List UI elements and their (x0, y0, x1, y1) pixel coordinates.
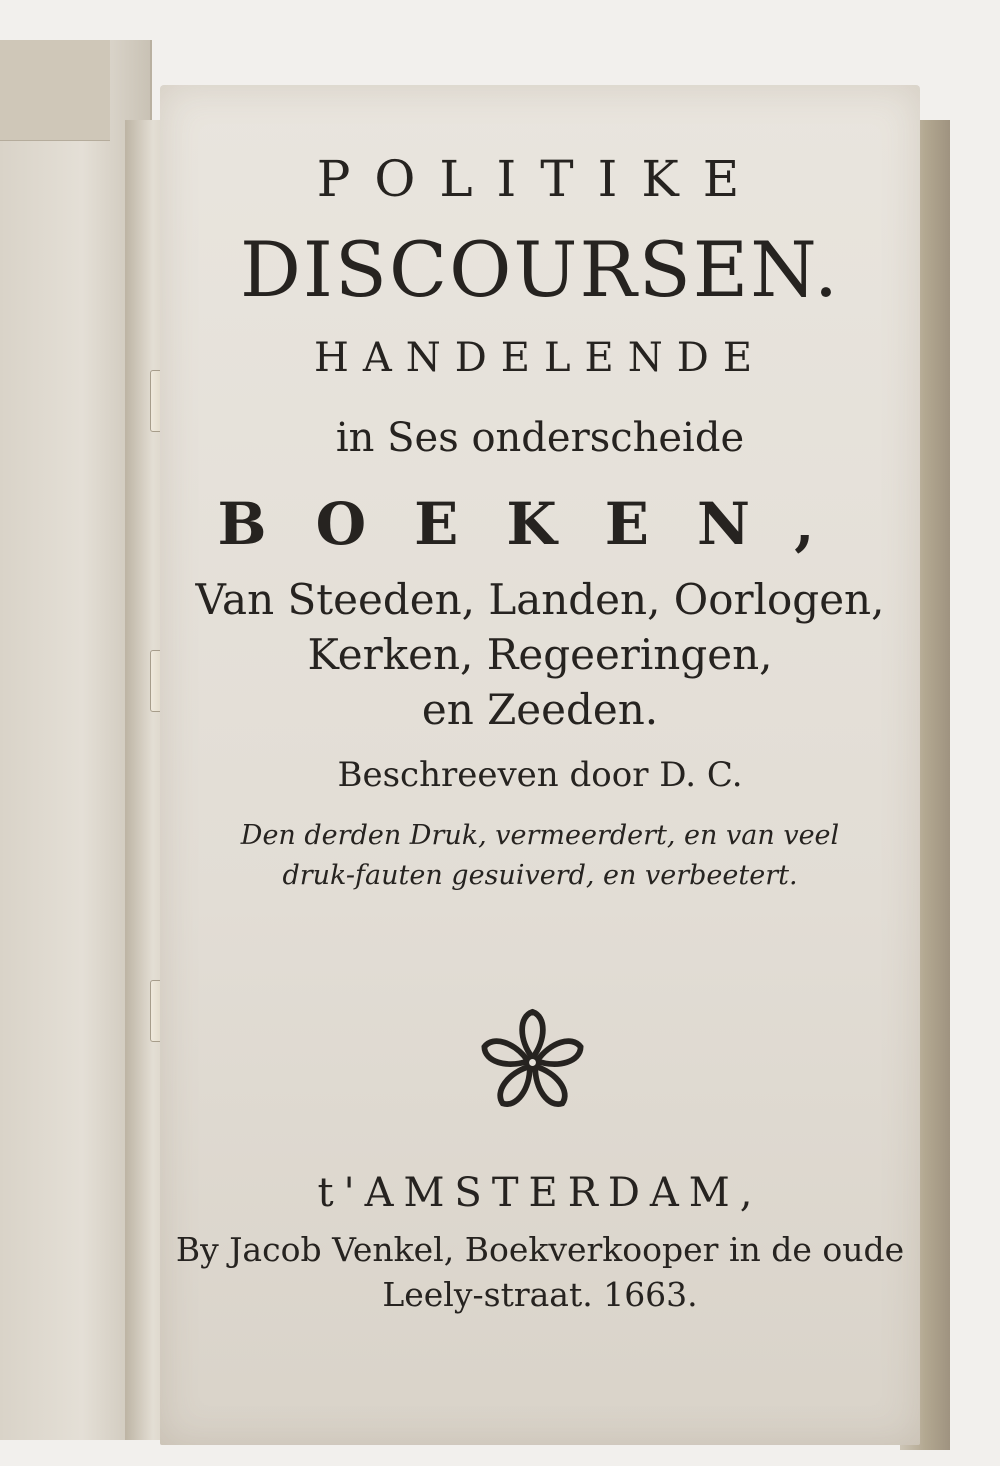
title-line-boeken: BOEKEN, (217, 490, 863, 558)
title-line-politike: POLITIKE (316, 150, 764, 208)
imprint-place: t'AMSTERDAM, (317, 1170, 763, 1216)
floral-rosette-icon (475, 1005, 590, 1120)
imprint-line-1: By Jacob Venkel, Boekverkooper in de oude (175, 1230, 905, 1269)
imprint-line-2: Leely-straat. 1663. (382, 1275, 698, 1314)
title-line-handelende: HANDELENDE (313, 335, 767, 381)
title-line-in-ses: in Ses onderscheide (335, 415, 745, 461)
left-cover-corner (0, 40, 110, 141)
title-page (160, 85, 920, 1445)
title-line-discoursen: DISCOURSEN. (239, 225, 841, 314)
subtitle-line-1: Van Steeden, Landen, Oorlogen, (195, 575, 885, 624)
subtitle-line-3: en Zeeden. (421, 685, 659, 734)
subtitle-line-2: Kerken, Regeeringen, (307, 630, 773, 679)
author-line: Beschreeven door D. C. (337, 755, 743, 795)
edition-line-2: druk-fauten gesuiverd, en verbeetert. (282, 860, 798, 891)
edition-line-1: Den derden Druk, vermeerdert, en van veel (240, 820, 840, 851)
